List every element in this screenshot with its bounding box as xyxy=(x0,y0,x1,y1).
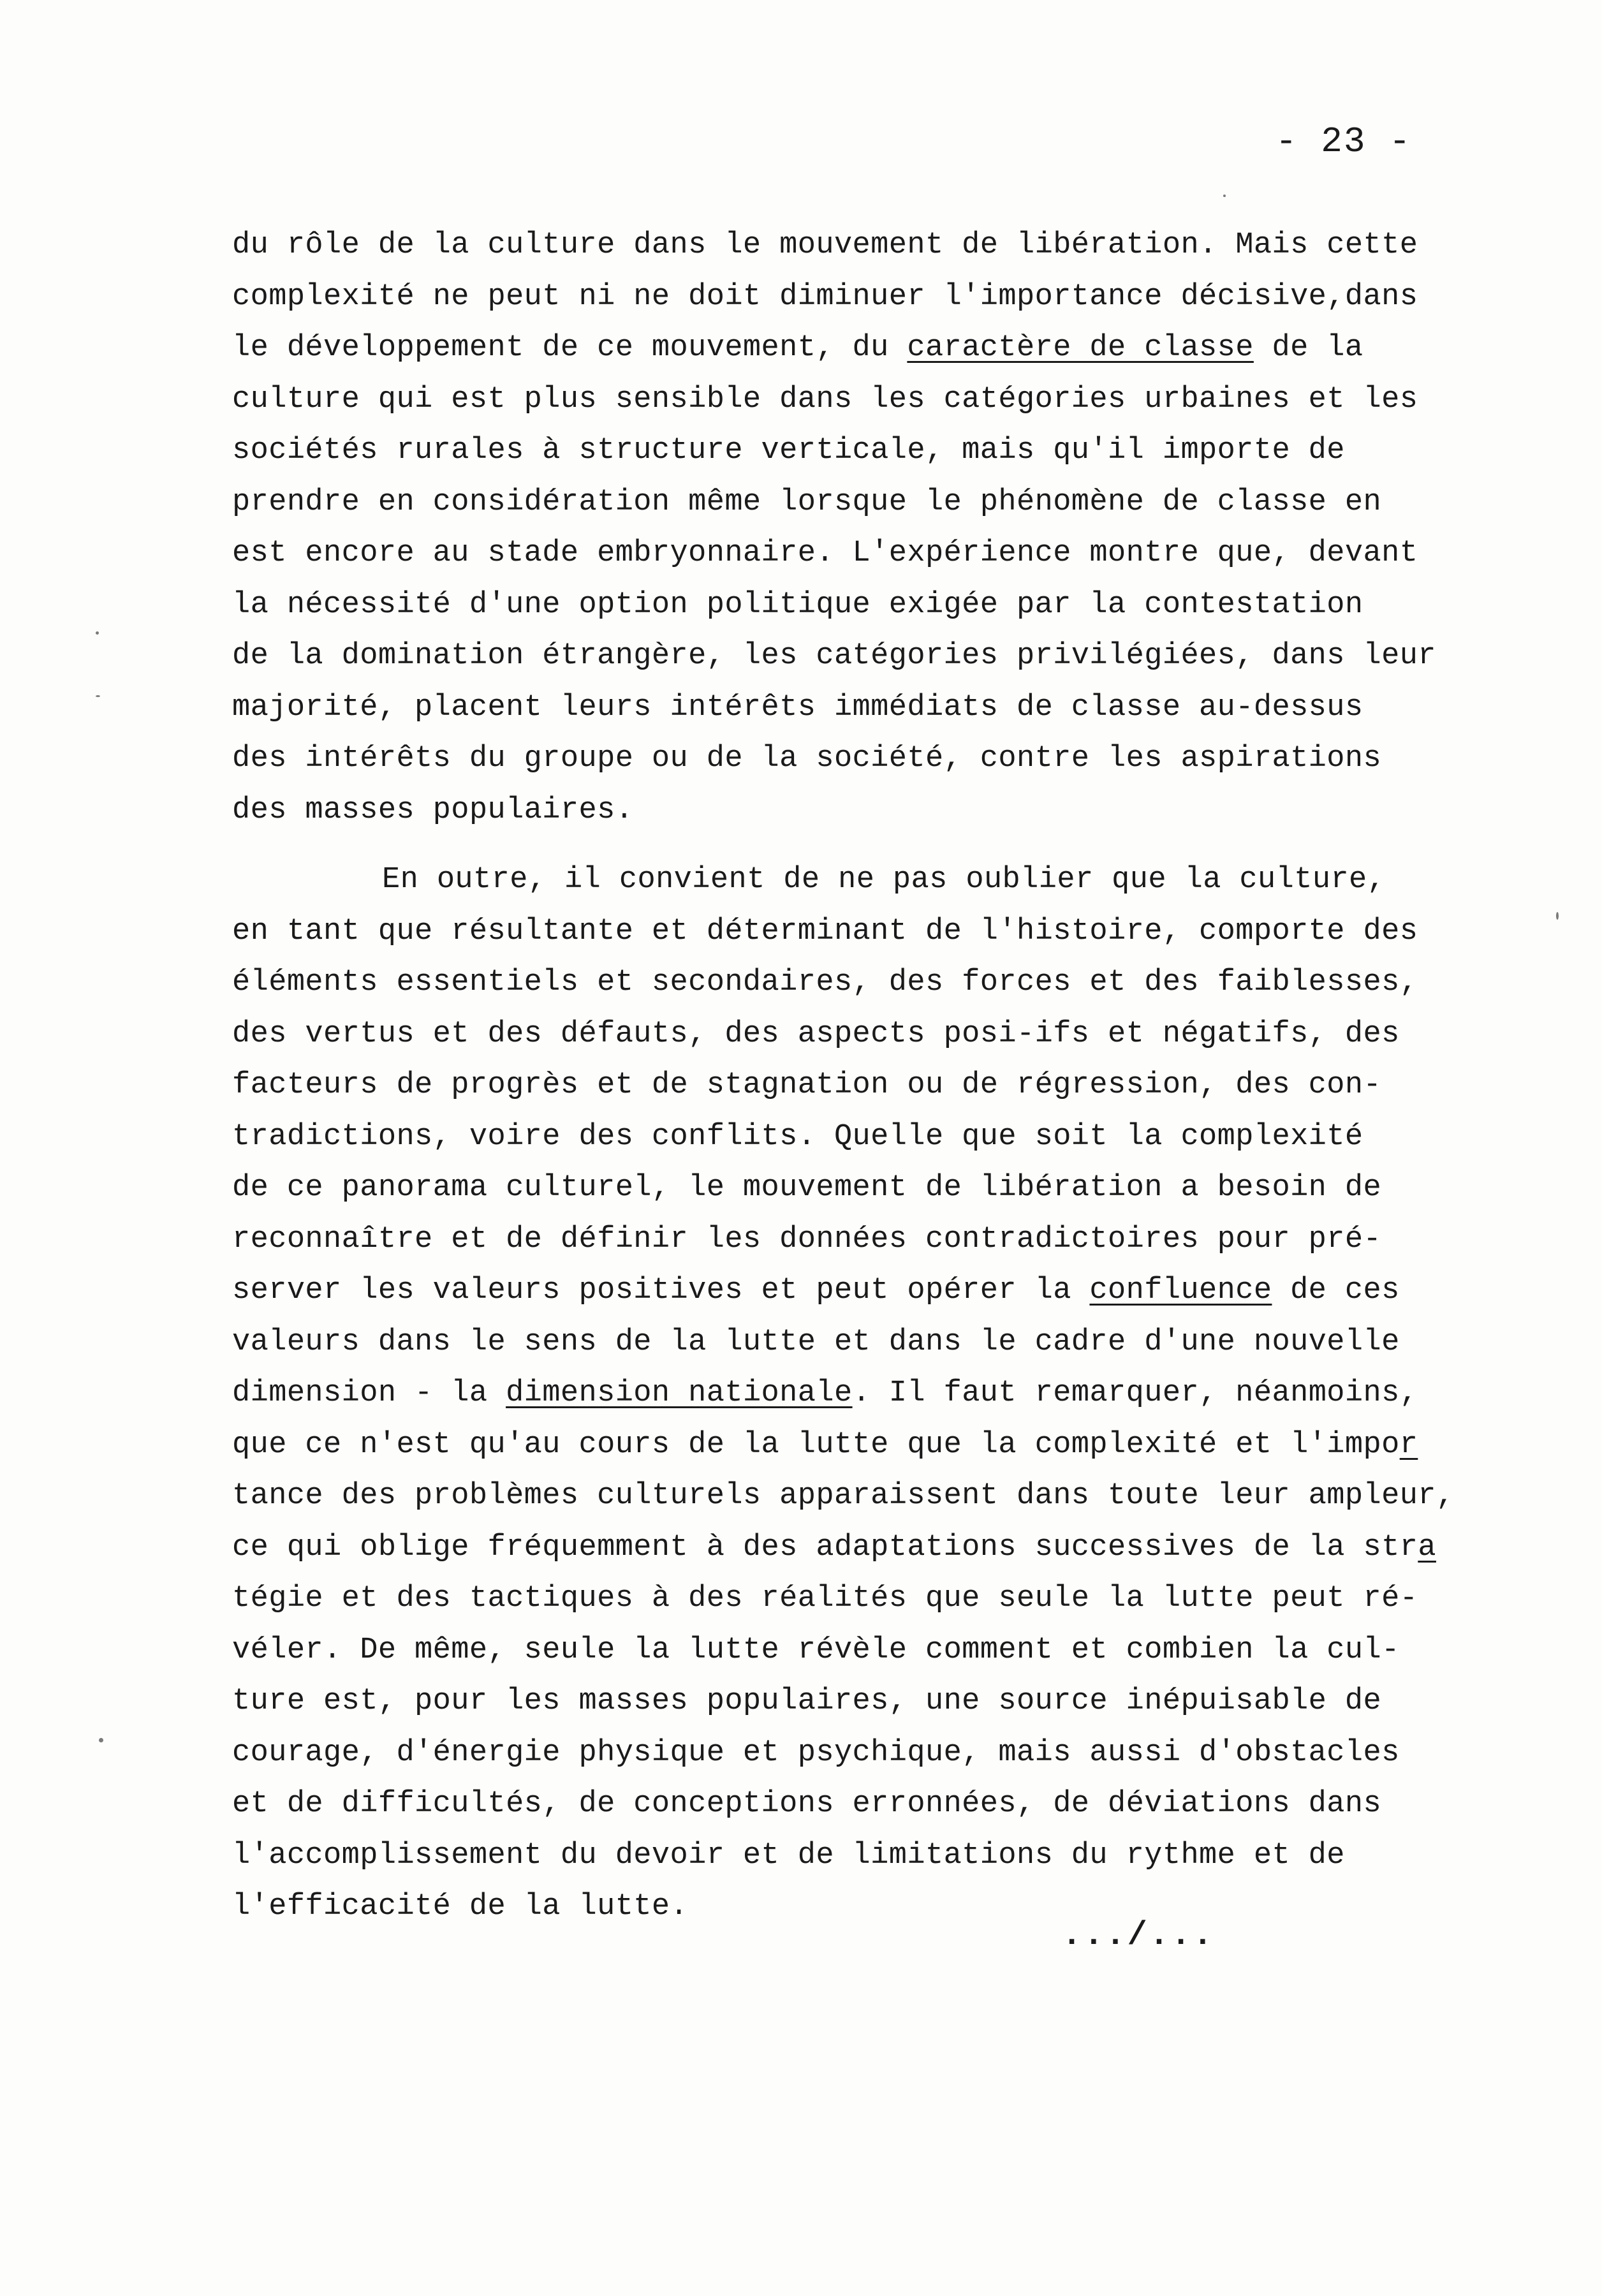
underlined-phrase: caractère de classe xyxy=(907,331,1254,365)
text-line: et de difficultés, de conceptions erronnées, de déviations dans xyxy=(232,1787,1382,1821)
scan-speck xyxy=(96,695,100,697)
text-line: sociétés rurales à structure verticale, mais qu'il importe de xyxy=(232,434,1345,467)
text-line: l'efficacité de la lutte. xyxy=(232,1890,689,1924)
scan-speck xyxy=(99,1738,103,1742)
text-line: véler. De même, seule la lutte révèle comment et combien la cul- xyxy=(232,1633,1400,1667)
text-line: courage, d'énergie physique et psychique, mais aussi d'obstacles xyxy=(232,1735,1400,1770)
underlined-phrase: a xyxy=(1418,1530,1436,1564)
text-line: majorité, placent leurs intérêts immédiats de classe au-dessus xyxy=(232,690,1363,725)
text-line: des intérêts du groupe ou de la société, contre les aspirations xyxy=(232,742,1382,776)
text-line: tégie et des tactiques à des réalités que seule la lutte peut ré- xyxy=(232,1582,1418,1615)
text-line: est encore au stade embryonnaire. L'expérience montre que, devant xyxy=(232,536,1418,570)
text-line: la nécessité d'une option politique exigée par la contestation xyxy=(232,587,1363,622)
paragraph-2 xyxy=(232,855,1495,1933)
text-line: En outre, il convient de ne pas oublier que la culture, xyxy=(382,863,1386,897)
text-line: server les valeurs positives et peut opérer la confluence de ces xyxy=(232,1274,1400,1307)
text-line: valeurs dans le sens de la lutte et dans le cadre d'une nouvelle xyxy=(232,1325,1400,1359)
text-line: ce qui oblige fréquemment à des adaptations successives de la stra xyxy=(232,1530,1436,1564)
text-line: facteurs de progrès et de stagnation ou de régression, des con- xyxy=(232,1068,1382,1102)
text-line: des vertus et des défauts, des aspects posi-ifs et négatifs, des xyxy=(232,1017,1400,1051)
text-line: prendre en considération même lorsque le phénomène de classe en xyxy=(232,485,1382,519)
text-line: reconnaître et de définir les données contradictoires pour pré- xyxy=(232,1222,1382,1256)
text-line: de la domination étrangère, les catégories privilégiées, dans leur xyxy=(232,639,1436,673)
text-line: que ce n'est qu'au cours de la lutte que la complexité et l'impor xyxy=(232,1427,1418,1462)
underlined-phrase: confluence xyxy=(1089,1274,1272,1307)
text-line: des masses populaires. xyxy=(232,793,634,827)
text-line: du rôle de la culture dans le mouvement de libération. Mais cette xyxy=(232,228,1418,262)
text-line: en tant que résultante et déterminant de l'histoire, comporte des xyxy=(232,914,1418,948)
text-line: ture est, pour les masses populaires, une source inépuisable de xyxy=(232,1684,1382,1718)
text-line: l'accomplissement du devoir et de limitations du rythme et de xyxy=(232,1838,1345,1873)
scan-speck xyxy=(96,631,99,635)
text-line: dimension - la dimension nationale. Il faut remarquer, néanmoins, xyxy=(232,1376,1418,1410)
continuation-mark: .../... xyxy=(1062,1917,1215,1954)
text-line: le développement de ce mouvement, du caractère de classe de la xyxy=(232,331,1363,365)
page-number: - 23 - xyxy=(1275,121,1412,162)
underlined-phrase: r xyxy=(1399,1427,1418,1462)
text-line: de ce panorama culturel, le mouvement de libération a besoin de xyxy=(232,1171,1382,1205)
text-line: tradictions, voire des conflits. Quelle que soit la complexité xyxy=(232,1119,1363,1154)
text-line: culture qui est plus sensible dans les catégories urbaines et les xyxy=(232,382,1418,416)
text-line: complexité ne peut ni ne doit diminuer l'importance décisive,dans xyxy=(232,279,1418,314)
text-line: tance des problèmes culturels apparaissent dans toute leur ampleur, xyxy=(232,1479,1455,1513)
underlined-phrase: dimension nationale xyxy=(506,1376,853,1410)
scan-speck xyxy=(1556,912,1559,920)
text-line: éléments essentiels et secondaires, des forces et des faiblesses, xyxy=(232,966,1418,999)
scan-speck xyxy=(1223,195,1226,197)
paragraph-1 xyxy=(232,220,1495,836)
